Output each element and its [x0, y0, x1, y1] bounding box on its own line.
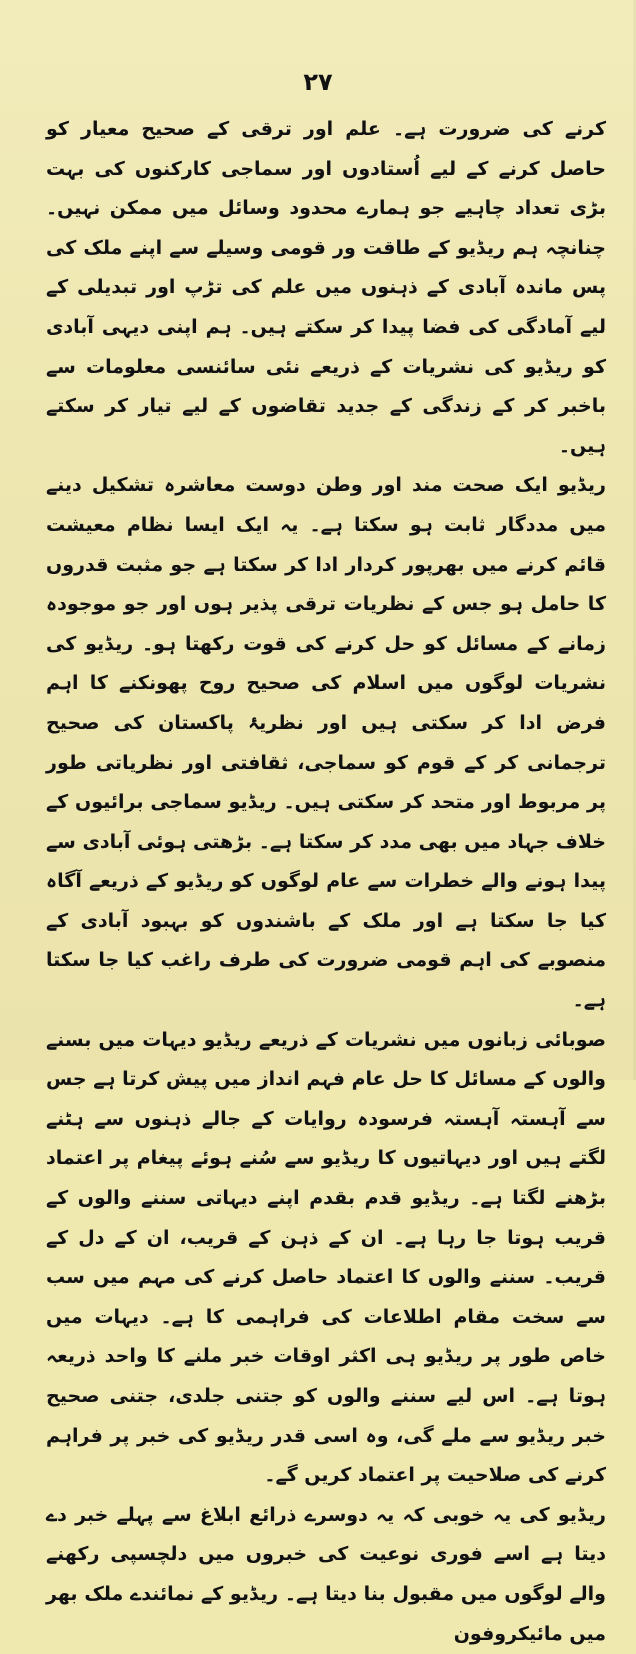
paragraph-2: ریڈیو ایک صحت مند اور وطن دوست معاشرہ تشکیل دینے میں مددگار ثابت ہو سکتا ہے۔ یہ ایک ایسا نظام معیشت قائم کرنے میں بھرپور کردار ادا کر سکتا ہے جو مثبت قدروں کا حامل ہو جس کے نظریات ترقی پذیر ہوں اور جو موجودہ زمانے کے مسائل کو حل کرنے کی قوت رکھتا ہو۔ ریڈیو کی نشریات لوگوں میں اسلام کی صحیح روح پھونکنے کا اہم فرض ادا کر سکتی ہیں اور نظریۂ پاکستان کی صحیح ترجمانی کر کے قوم کو سماجی، ثقافتی اور نظریاتی طور پر مربوط اور متحد کر سکتی ہیں۔ ریڈیو سماجی برائیوں کے خلاف جہاد میں بھی مدد کر سکتا ہے۔ بڑھتی ہوئی آبادی سے پیدا ہونے والے خطرات سے عام لوگوں کو ریڈیو کے ذریعے آگاہ کیا جا سکتا ہے اور ملک کے باشندوں کو بہبود آبادی کے منصوبے کی اہم قومی ضرورت کی طرف راغب کیا جا سکتا ہے۔ [46, 474, 606, 1012]
paragraph-1: کرنے کی ضرورت ہے۔ علم اور ترقی کے صحیح معیار کو حاصل کرنے کے لیے اُستادوں اور سماجی کارکنوں کی بہت بڑی تعداد چاہیے جو ہمارے محدود وسائل میں ممکن نہیں۔ چنانچہ ہم ریڈیو کے طاقت ور قومی وسیلے سے اپنے ملک کی پس ماندہ آبادی کے ذہنوں میں علم کی تڑپ اور تبدیلی کے لیے آمادگی کی فضا پیدا کر سکتے ہیں۔ ہم اپنی دیہی آبادی کو ریڈیو کی نشریات کے ذریعے نئی سائنسی معلومات سے باخبر کر کے زندگی کے جدید تقاضوں کے لیے تیار کر سکتے ہیں۔ [46, 118, 606, 457]
paragraph-3: صوبائی زبانوں میں نشریات کے ذریعے ریڈیو دیہات میں بسنے والوں کے مسائل کا حل عام فہم انداز میں پیش کرتا ہے جس سے آہستہ آہستہ فرسودہ روایات کے جالے ذہنوں سے ہٹنے لگتے ہیں اور دیہاتیوں کا ریڈیو سے سُنے ہوئے پیغام پر اعتماد بڑھنے لگتا ہے۔ ریڈیو قدم بقدم اپنے دیہاتی سننے والوں کے قریب ہوتا جا رہا ہے۔ ان کے ذہن کے قریب، ان کے دل کے قریب۔ سننے والوں کا اعتماد حاصل کرنے کی مہم میں سب سے سخت مقام اطلاعات کی فراہمی کا ہے۔ دیہات میں خاص طور پر ریڈیو ہی اکثر اوقات خبر ملنے کا واحد ذریعہ ہوتا ہے۔ اس لیے سننے والوں کو جتنی جلدی، جتنی صحیح خبر ریڈیو سے ملے گی، وہ اسی قدر ریڈیو کی خبر پر فراہم کرنے کی صلاحیت پر اعتماد کریں گے۔ [46, 1028, 606, 1487]
page-body-text [46, 110, 606, 1654]
page-number: ۲۷ [303, 68, 333, 96]
paragraph-4: ریڈیو کی یہ خوبی کہ یہ دوسرے ذرائع ابلاغ سے پہلے خبر دے دیتا ہے اسے فوری نوعیت کی خبروں میں دلچسپی رکھنے والے لوگوں میں مقبول بنا دیتا ہے۔ ریڈیو کے نمائندے ملک بھر میں مائیکروفون [46, 1503, 606, 1645]
